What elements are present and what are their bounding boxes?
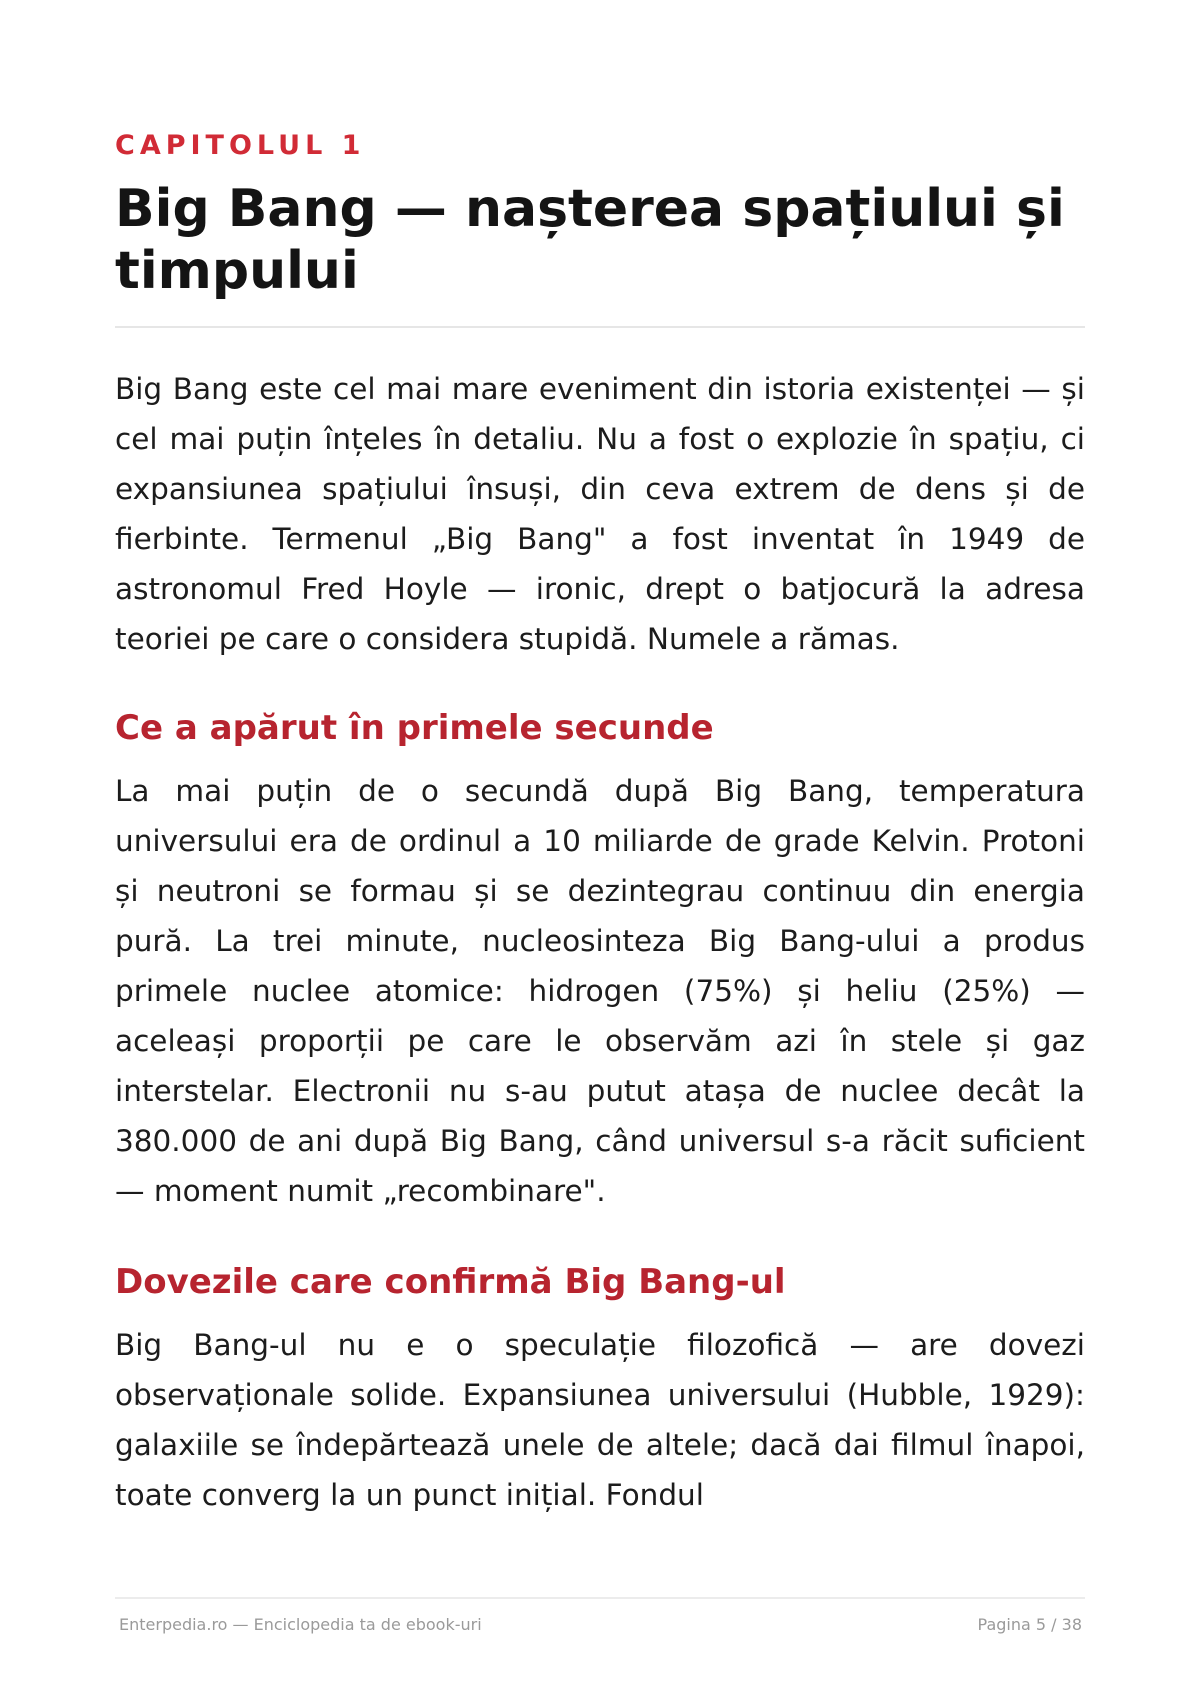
paragraph-evidence-container [115, 1320, 1085, 1520]
chapter-label: CAPITOLUL 1 [115, 130, 366, 161]
paragraph-evidence: Big Bang-ul nu e o speculație filozofică — are dovezi observaționale solide. Expansiunea universului (Hubble, 1929): galaxiile se îndepărtează unele de altele; dacă dai filmul înapoi, toate converg la un punct inițial. Fondul [115, 1328, 1085, 1512]
page-content [115, 128, 1085, 1520]
section-heading-first-seconds: Ce a apărut în primele secunde [115, 708, 714, 748]
paragraph-intro: Big Bang este cel mai mare eveniment din istoria existenței — și cel mai puțin înțeles în detaliu. Nu a fost o explozie în spațiu, ci expansiunea spațiului însuși, din ceva extrem de dens și de fierbinte. Termenul „Big Bang" a fost inventat în 1949 de astronomul Fred Hoyle — ironic, drept o batjocură la adresa teoriei pe care o considera stupidă. Numele a rămas. [115, 372, 1085, 656]
section-heading-evidence: Dovezile care confirmă Big Bang-ul [115, 1262, 786, 1302]
footer-divider [115, 1597, 1085, 1599]
footer-page-number: Pagina 5 / 38 [977, 1615, 1082, 1634]
paragraph-first-seconds: La mai puțin de o secundă după Big Bang, temperatura universului era de ordinul a 10 miliarde de grade Kelvin. Protoni și neutroni se formau și se dezintegrau continuu din energia pură. La trei minute, nucleosinteza Big Bang-ului a produs primele nuclee atomice: hidrogen (75%) și heliu (25%) — aceleași proporții pe care le observăm azi în stele și gaz interstelar. Electronii nu s-au putut atașa de nuclee decât la 380.000 de ani după Big Bang, când universul s-a răcit suficient — moment numit „recombinare". [115, 774, 1085, 1208]
footer-site: Enterpedia.ro — Enciclopedia ta de ebook-uri [119, 1615, 482, 1634]
title-divider [115, 326, 1085, 328]
chapter-title: Big Bang — nașterea spațiului și timpului [115, 179, 1065, 301]
